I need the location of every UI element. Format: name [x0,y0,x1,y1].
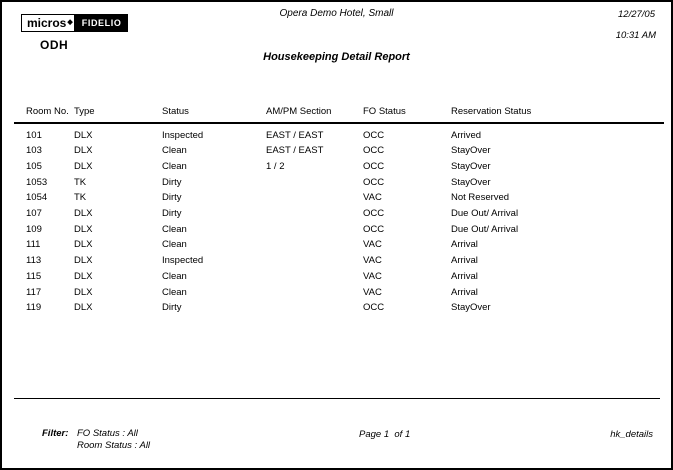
report-date: 12/27/05 [618,9,655,20]
cell-fo: VAC [363,192,382,204]
cell-room: 103 [26,145,42,157]
page-number: Page 1 of 1 [359,429,411,440]
cell-section: EAST / EAST [266,145,324,157]
cell-room: 101 [26,130,42,141]
footer-divider [14,398,660,399]
cell-room: 105 [26,161,42,173]
cell-status: Inspected [162,130,204,141]
cell-room: 1053 [26,176,48,188]
col-header-room-no: Room No. [14,98,74,123]
table-header [14,98,664,123]
cell-section [266,190,363,206]
cell-fo: VAC [363,270,382,282]
table-row [14,123,664,143]
cell-fo: OCC [363,161,385,173]
table-row [14,174,664,190]
cell-section [266,269,363,285]
cell-room: 119 [26,302,42,314]
table-row [14,269,664,285]
table-row [14,221,664,237]
cell-room: 109 [26,223,42,235]
cell-type: TK [74,176,87,188]
cell-type: DLX [74,255,93,267]
cell-room: 113 [26,255,42,267]
cell-res: StayOver [451,302,491,314]
filter-room-status: Room Status : All [77,440,151,451]
col-header-reservation-status: Reservation Status [451,98,664,123]
cell-status: Dirty [162,176,182,188]
cell-fo: OCC [363,302,385,314]
cell-res: Arrived [451,130,482,141]
col-header-status: Status [162,98,266,123]
cell-fo: OCC [363,130,385,141]
cell-status: Inspected [162,255,204,267]
table-row [14,300,664,316]
table-row [14,206,664,222]
cell-fo: OCC [363,176,385,188]
cell-section [266,284,363,300]
table-row [14,284,664,300]
cell-section [266,253,363,269]
filter-label: Filter: [42,428,69,439]
cell-status: Clean [162,270,187,282]
cell-room: 1054 [26,192,48,204]
cell-type: DLX [74,270,93,282]
cell-fo: VAC [363,286,382,298]
report-id: hk_details [610,429,653,440]
table-row [14,143,664,159]
filter-fo-status: FO Status : All [77,428,138,439]
cell-fo: VAC [363,239,382,251]
cell-res: Not Reserved [451,192,510,204]
cell-status: Clean [162,223,187,235]
cell-res: Arrival [451,270,478,282]
cell-type: DLX [74,161,93,173]
cell-type: TK [74,192,87,204]
cell-res: Arrival [451,255,478,267]
cell-section: EAST / EAST [266,130,324,141]
cell-type: DLX [74,208,93,220]
cell-res: Due Out/ Arrival [451,223,519,235]
cell-status: Dirty [162,302,182,314]
cell-section: 1 / 2 [266,161,285,173]
cell-status: Dirty [162,208,182,220]
cell-type: DLX [74,130,93,141]
col-header-ampm-section: AM/PM Section [266,98,363,123]
cell-res: Arrival [451,286,478,298]
housekeeping-table [14,98,664,316]
cell-section [266,237,363,253]
table-row [14,159,664,175]
table-row [14,237,664,253]
fidelio-logo-text: FIDELIO [75,14,129,32]
cell-type: DLX [74,223,93,235]
cell-res: StayOver [451,161,491,173]
col-header-type: Type [74,98,162,123]
cell-status: Clean [162,145,187,157]
table-row [14,190,664,206]
cell-res: Due Out/ Arrival [451,208,519,220]
cell-res: StayOver [451,176,491,188]
table-row [14,253,664,269]
cell-type: DLX [74,302,93,314]
report-time: 10:31 AM [615,30,656,41]
cell-room: 111 [26,239,41,251]
cell-status: Clean [162,239,187,251]
cell-room: 117 [26,286,42,298]
cell-res: StayOver [451,145,491,157]
cell-fo: OCC [363,208,385,220]
cell-fo: OCC [363,145,385,157]
cell-type: DLX [74,239,93,251]
micros-wordmark: micros [27,16,67,30]
table-header-row [14,98,664,123]
cell-fo: VAC [363,255,382,267]
hotel-name: Opera Demo Hotel, Small [279,8,394,19]
diamond-icon: ◆ [67,19,73,26]
filter-values [77,428,150,452]
cell-type: DLX [74,286,93,298]
cell-status: Clean [162,161,187,173]
report-title: Housekeeping Detail Report [263,51,410,63]
cell-type: DLX [74,145,93,157]
table-body [14,123,664,316]
cell-fo: OCC [363,223,385,235]
cell-status: Dirty [162,192,182,204]
cell-section [266,300,363,316]
col-header-fo-status: FO Status [363,98,451,123]
cell-section [266,206,363,222]
cell-room: 115 [26,270,42,282]
cell-section [266,221,363,237]
property-code: ODH [40,38,69,52]
cell-res: Arrival [451,239,478,251]
cell-section [266,174,363,190]
cell-status: Clean [162,286,187,298]
cell-room: 107 [26,208,42,220]
